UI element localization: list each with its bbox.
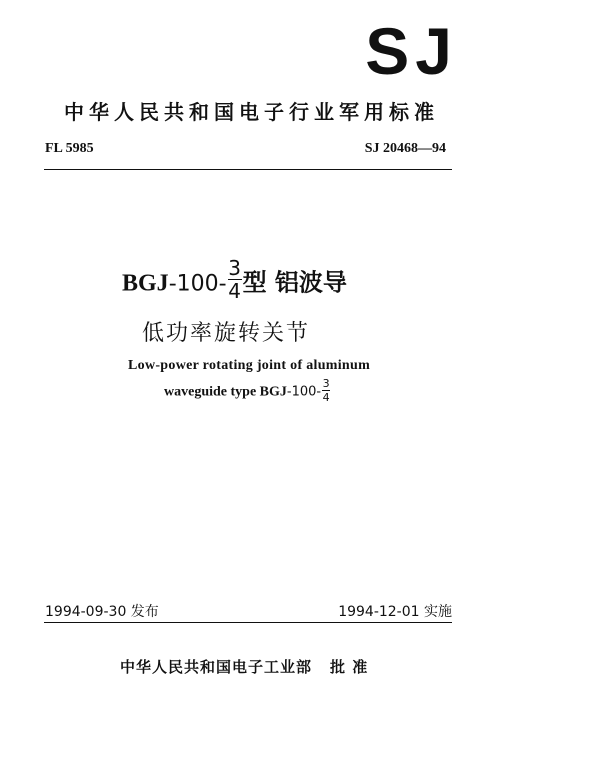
title-en-line1: Low-power rotating joint of aluminum xyxy=(128,358,371,373)
title-cn-line2: 低功率旋转关节 xyxy=(142,321,311,346)
title-cn-suffix: 型 铝波导 xyxy=(242,268,347,297)
approval-label: 批 准 xyxy=(330,658,369,676)
en-fraction-numerator: 3 xyxy=(322,377,330,390)
title-model-number: -100- xyxy=(168,271,227,297)
fraction-numerator: 3 xyxy=(228,256,241,280)
en-fraction-denominator: 4 xyxy=(322,391,330,404)
classification-code: FL 5985 xyxy=(45,141,94,156)
issuing-body: 中华人民共和国电子工业部 xyxy=(120,658,313,676)
title-en-line2 xyxy=(164,377,330,405)
fraction-denominator: 4 xyxy=(228,279,241,303)
effective-date: 1994-12-01 实施 xyxy=(338,604,452,620)
standard-category-title: 中华人民共和国电子行业军用标准 xyxy=(64,100,439,124)
title-model-prefix: BGJ xyxy=(122,270,169,297)
standard-number: SJ 20468—94 xyxy=(364,141,446,156)
title-en-model-number: -100- xyxy=(286,384,322,400)
approval-line xyxy=(120,656,368,677)
footer-divider xyxy=(44,622,452,623)
sj-logo: SJ xyxy=(365,14,458,88)
title-cn-line1 xyxy=(122,256,347,305)
title-fraction xyxy=(228,258,242,301)
header-divider xyxy=(44,169,452,170)
title-en-fraction xyxy=(322,378,330,403)
issue-date: 1994-09-30 发布 xyxy=(45,604,159,620)
title-en-prefix: waveguide type BGJ xyxy=(164,384,287,400)
